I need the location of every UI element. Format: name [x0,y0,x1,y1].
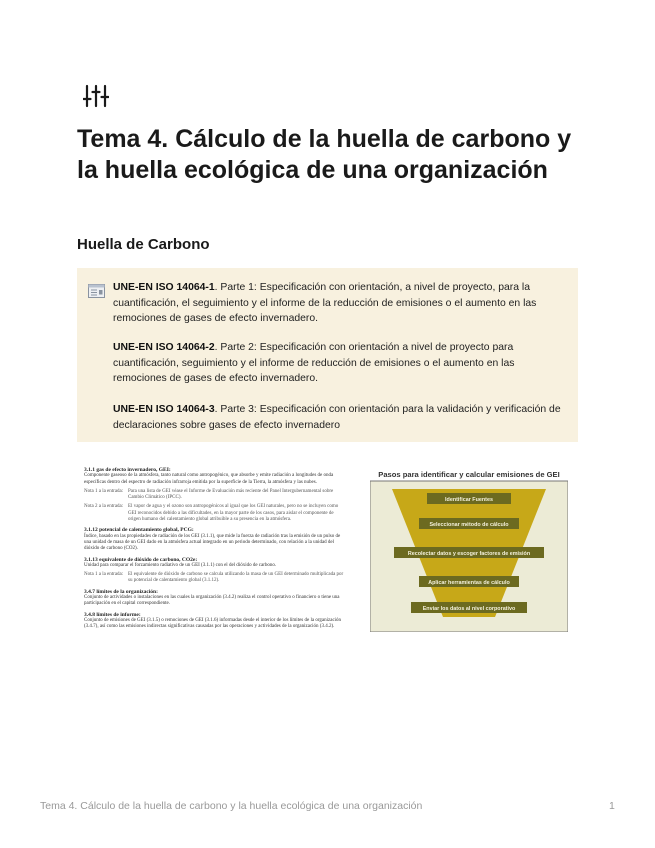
norm-item-2 [113,340,563,387]
step-label: Identificar Fuentes [445,497,493,503]
norm-text-2: . Parte 2: Especificación con orientación a nivel de proyecto para cuantificación, seguimiento y el informe de reducción de emisiones o el aumento en las remociones de gases de efecto invernadero. [113,342,515,385]
definition-note [84,489,346,502]
diagram-title: Pasos para identificar y calcular emisiones de GEI [378,470,560,479]
section-heading: Huella de Carbono [77,236,210,253]
definition-heading: 3.1.12 potencial de calentamiento global, PCG: [84,527,194,534]
norm-code-2: UNE-EN ISO 14064-2 [113,342,215,353]
norm-code-1: UNE-EN ISO 14064-1 [113,282,215,293]
norms-callout [77,268,578,442]
definition-note [84,504,346,523]
document-icon [88,284,105,298]
note-label: Nota 1 a la entrada: [84,572,124,578]
definition-text: Conjunto de actividades o instalaciones en las cuales la organización (3.4.2) realiza el control operativo o financiero o tiene una participación en el capital correspondiente. [84,595,340,607]
note-label: Nota 1 a la entrada: [84,488,124,494]
page-title: Tema 4. Cálculo de la huella de carbono y la huella ecológica de una organización [77,125,572,184]
norm-item-3 [113,402,563,433]
step-label: Recolectar datos y escoger factores de emisión [407,551,531,557]
page-number: 1 [609,800,615,812]
definition-text: Índice, basado en las propiedades de radiación de los GEI (3.1.1), que mide la fuerza de radiación tras la emisión de un pulso de una unidad de masa de un GEI dado en la atmósfera actual integrado en un periodo determinado, con relación a la unidad del dióxido de carbono (CO2). [84,533,341,552]
norm-code-3: UNE-EN ISO 14064-3 [113,404,215,415]
norm-text-1: . Parte 1: Especificación con orientación, a nivel de proyecto, para la cuantificación, el seguimiento y el informe de la reducción de emisiones o el aumento en las remociones de gases de efecto invernadero. [113,282,537,325]
definition-heading: 3.4.7 límites de la organización: [84,588,158,595]
step-label: Enviar los datos al nivel corporativo [422,606,516,612]
definition-text: Conjunto de emisiones de GEI (3.1.5) o remociones de GEI (3.1.6) informadas desde el interior de los límites de la organización (3.4.7), así como las emisiones indirectas significativas causadas por las operaciones y actividades de la organización (3.4.2). [84,617,342,630]
note-label: Nota 2 a la entrada: [84,504,124,510]
note-text: El equivalente de dióxido de carbono se calcula utilizando la masa de un GEI determinado multiplicada por su potencial de calentamiento global (3.1.12). [128,572,344,584]
definition-text: Unidad para comparar el forzamiento radiativo de un GEI (3.1.1) con el del dióxido de carbono. [84,562,277,568]
step-label: Aplicar herramientas de cálculo [428,580,510,586]
footer-text: Tema 4. Cálculo de la huella de carbono y la huella ecológica de una organización [40,800,423,812]
definition-heading: 3.1.13 equivalente de dióxido de carbono, CO2e: [84,556,198,563]
ghg-steps-diagram [370,467,568,632]
note-text: Para una lista de GEI véase el Informe de Evaluación más reciente del Panel Intergubernamental sobre Cambio Climático (IPCC). [128,488,334,501]
definition-heading: 3.1.1 gas de efecto invernadero, GEI: [84,467,171,473]
norm-text-3: . Parte 3: Especificación con orientación para la validación y verificación de declaraciones sobre gases de efecto invernadero [113,404,561,431]
step-label: Seleccionar método de cálculo [429,522,509,528]
norm-item-1 [113,280,563,327]
definitions-excerpt [84,467,346,687]
note-text: El vapor de agua y el ozono son antropogénicos al igual que los GEI naturales, pero no se incluyen como GEI reconocidos debido a las dificultades, en la mayor parte de los casos, para aislar el componente de origen humano del calentamiento global atribuible a su presencia en la atmósfera. [128,504,339,523]
sliders-icon [83,84,109,108]
definition-note [84,572,346,585]
definition-text: Componente gaseoso de la atmósfera, tanto natural como antropogénico, que absorbe y emite radiación a longitudes de onda específicas dentro del espectro de radiación infrarroja emitida por la superficie de la Tierra, la atmósfera y las nubes. [84,473,334,485]
definition-heading: 3.4.8 límites de informe: [84,611,141,618]
